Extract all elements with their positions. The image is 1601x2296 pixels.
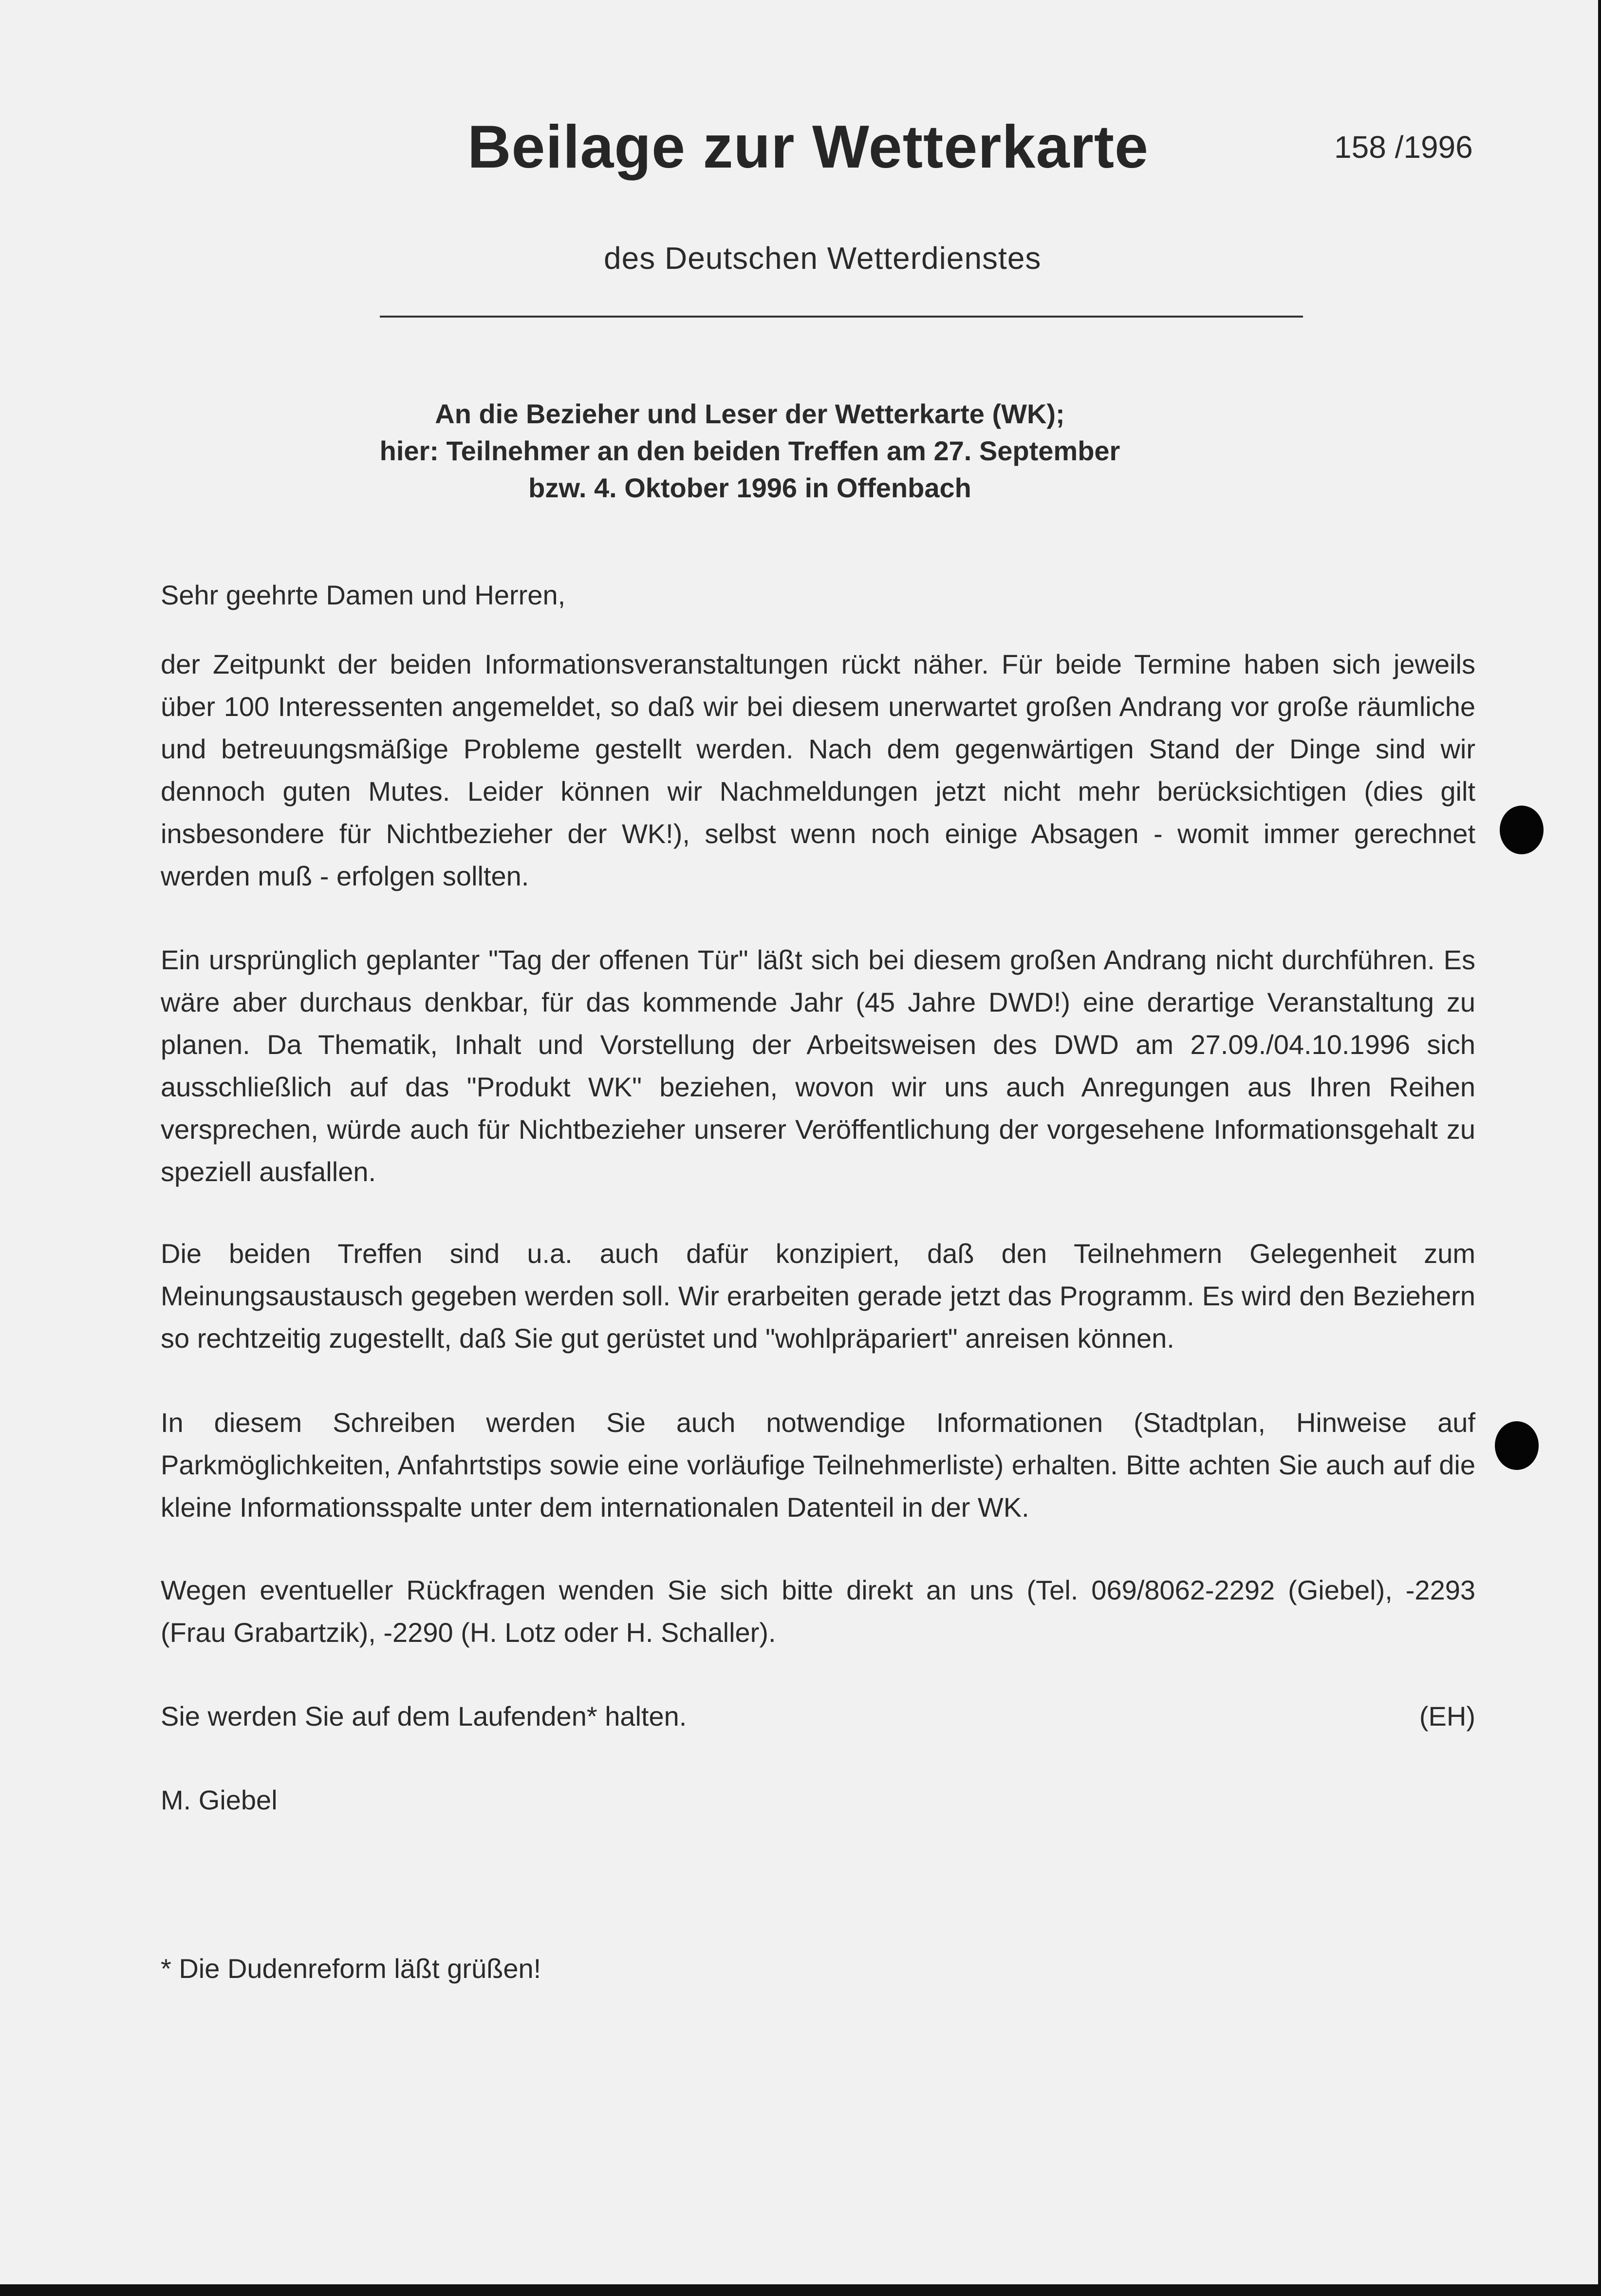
issue-number: 158 /1996	[1334, 130, 1473, 165]
letter-paragraph: Die beiden Treffen sind u.a. auch dafür konzipiert, daß den Teilnehmern Gelegenheit zum Meinungsaustausch gegeben werden soll. Wir erarbeiten gerade jetzt das Programm. Es wird den Beziehern so rechtzeitig zugestellt, daß Sie gut gerüstet und "wohlpräpariert" anreisen können.	[161, 1238, 1475, 1354]
author-initials: (EH)	[1419, 1701, 1475, 1731]
addressee-line: hier: Teilnehmer an den beiden Treffen am 27. September	[379, 435, 1120, 466]
letter-paragraph: der Zeitpunkt der beiden Informationsveranstaltungen rückt näher. Für beide Termine haben sich jeweils über 100 Interessenten angemeldet, so daß wir bei diesem unerwartet großen Andrang vor große räumliche und betreuungsmäßige Probleme gestellt werden. Nach dem gegenwärtigen Stand der Dinge sind wir dennoch guten Mutes. Leider können wir Nachmeldungen jetzt nicht mehr berücksichtigen (dies gilt insbesondere für Nichtbezieher der WK!), selbst wenn noch einige Absagen - womit immer gerechnet werden muß - erfolgen sollten.	[161, 649, 1475, 891]
letter-greeting: Sehr geehrte Damen und Herren,	[161, 580, 566, 610]
document-subtitle: des Deutschen Wetterdienstes	[604, 241, 1042, 276]
punch-hole	[1500, 806, 1544, 854]
letter-paragraph: Wegen eventueller Rückfragen wenden Sie sich bitte direkt an uns (Tel. 069/8062-2292 (Giebel), -2293 (Frau Grabartzik), -2290 (H. Lotz oder H. Schaller).	[161, 1575, 1475, 1648]
addressee-line: An die Bezieher und Leser der Wetterkarte (WK);	[435, 398, 1065, 429]
addressee-line: bzw. 4. Oktober 1996 in Offenbach	[528, 472, 971, 503]
letter-paragraph: In diesem Schreiben werden Sie auch notwendige Informationen (Stadtplan, Hinweise auf Parkmöglichkeiten, Anfahrtstips sowie eine vorläufige Teilnehmerliste) erhalten. Bitte achten Sie auch auf die kleine Informationsspalte unter dem internationalen Datenteil in der WK.	[161, 1407, 1475, 1523]
header-divider	[380, 316, 1303, 318]
footnote: * Die Dudenreform läßt grüßen!	[161, 1953, 541, 1984]
document-title: Beilage zur Wetterkarte	[467, 113, 1149, 181]
punch-hole	[1495, 1421, 1539, 1470]
letter-paragraph: Ein ursprünglich geplanter "Tag der offenen Tür" läßt sich bei diesem großen Andrang nicht durchführen. Es wäre aber durchaus denkbar, für das kommende Jahr (45 Jahre DWD!) eine derartige Veranstaltung zu planen. Da Thematik, Inhalt und Vorstellung der Arbeitsweisen des DWD am 27.09./04.10.1996 sich ausschließlich auf das "Produkt WK" beziehen, wovon wir uns auch Anregungen aus Ihren Reihen versprechen, würde auch für Nichtbezieher unserer Veröffentlichung der vorgesehene Informationsgehalt zu speziell ausfallen.	[161, 944, 1475, 1187]
addressee-block	[195, 395, 1305, 507]
letter-closing	[161, 1695, 1475, 1737]
closing-text: Sie werden Sie auf dem Laufenden* halten.	[161, 1701, 687, 1731]
letter-signature: M. Giebel	[161, 1785, 278, 1815]
